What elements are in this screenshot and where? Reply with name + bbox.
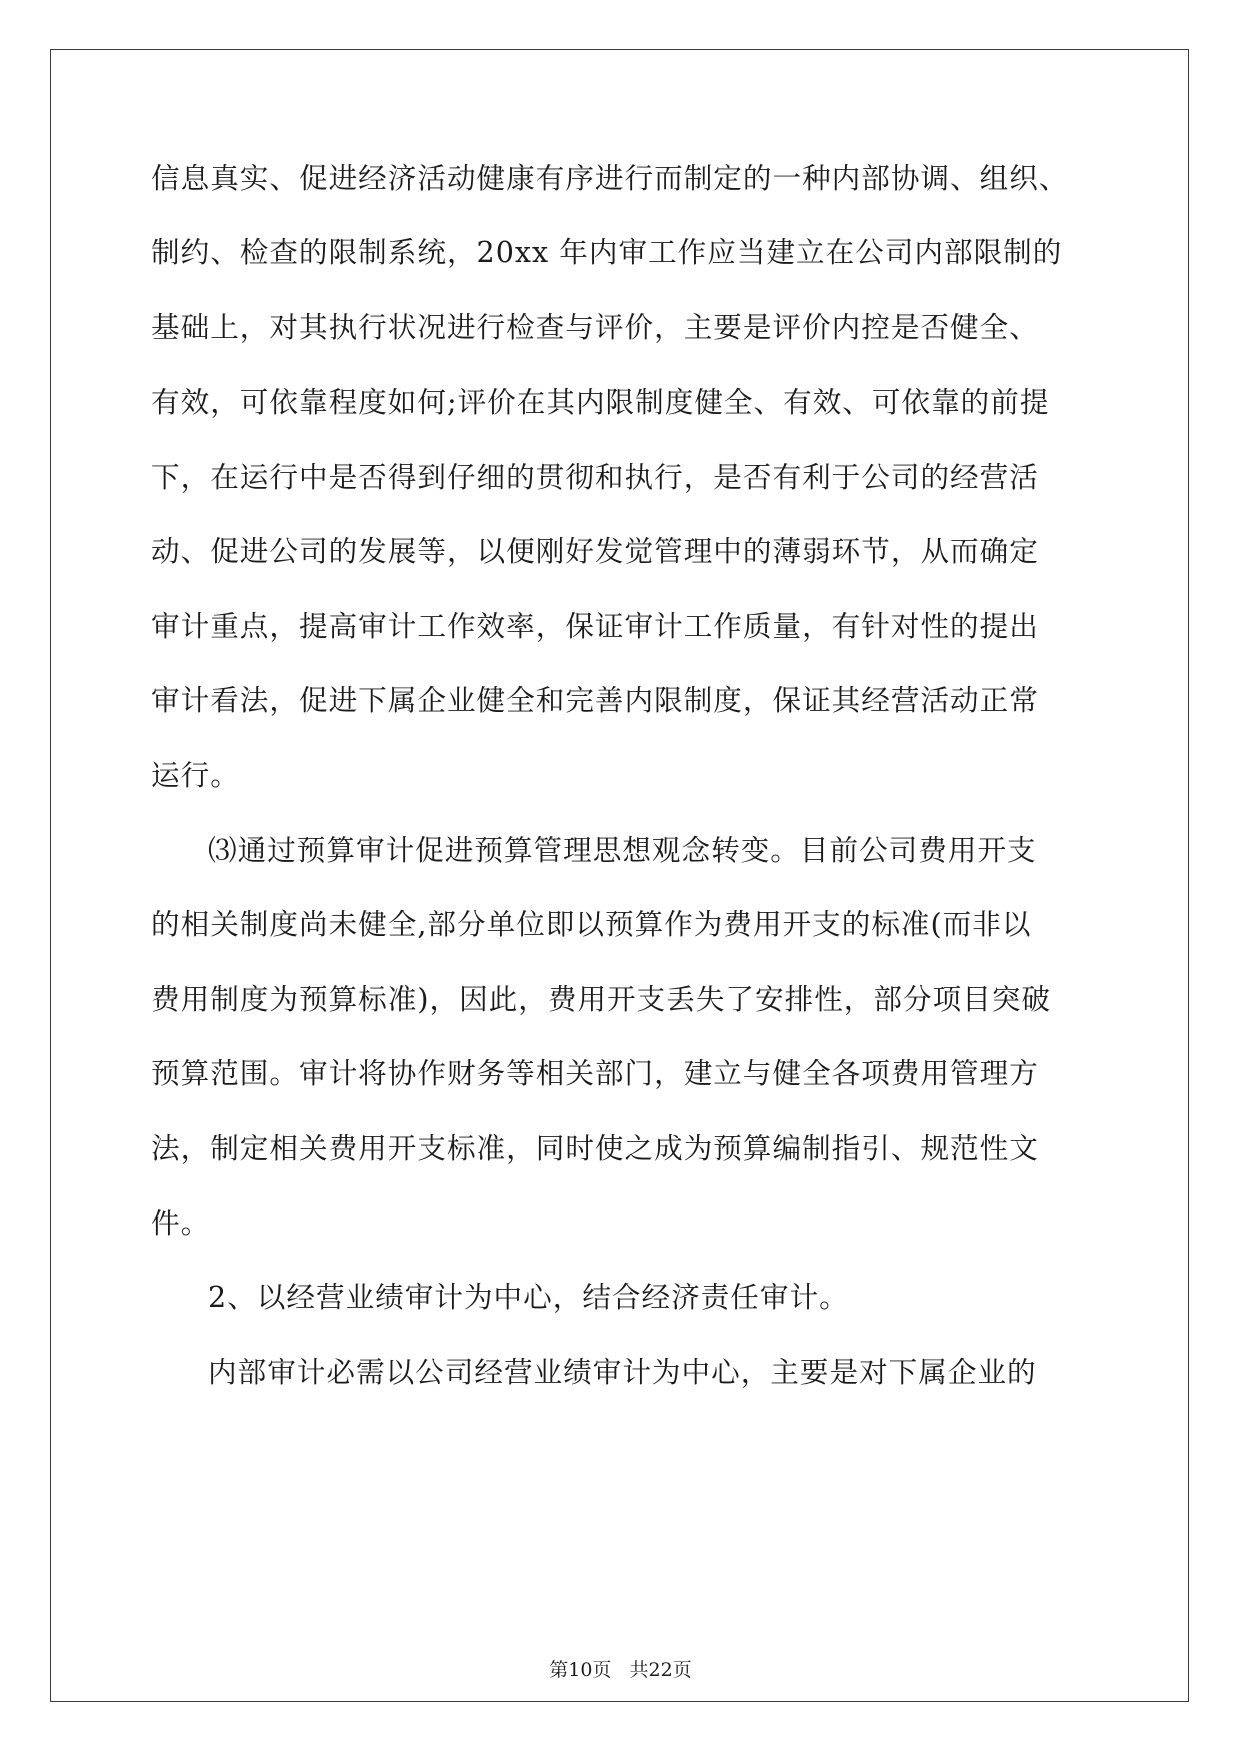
body-line: 审计重点，提高审计工作效率，保证审计工作质量，有针对性的提出 [151,609,1039,643]
body-line: 法，制定相关费用开支标准，同时使之成为预算编制指引、规范性文 [151,1131,1039,1165]
body-line: 基础上，对其执行状况进行检查与评价，主要是评价内控是否健全、 [151,310,1039,344]
body-line: 信息真实、促进经济活动健康有序进行而制定的一种内部协调、组织、 [151,161,1069,195]
paragraph-first-line: 内部审计必需以公司经营业绩审计为中心，主要是对下属企业的 [208,1355,1037,1389]
body-line: 制约、检查的限制系统，20xx 年内审工作应当建立在公司内部限制的 [151,235,1063,269]
body-line: 有效，可依靠程度如何;评价在其内限制度健全、有效、可依靠的前提 [151,385,1050,419]
paragraph-first-line: ⑶通过预算审计促进预算管理思想观念转变。目前公司费用开支 [208,833,1037,867]
body-line: 下，在运行中是否得到仔细的贯彻和执行，是否有利于公司的经营活 [151,460,1039,494]
section-heading: 2、以经营业绩审计为中心，结合经济责任审计。 [208,1280,849,1314]
body-line: 预算范围。审计将协作财务等相关部门，建立与健全各项费用管理方 [151,1056,1039,1090]
page-border [50,49,1189,1702]
body-line: 审计看法，促进下属企业健全和完善内限制度，保证其经营活动正常 [151,683,1039,717]
body-line: 运行。 [151,758,240,792]
body-line: 费用制度为预算标准)，因此，费用开支丢失了安排性，部分项目突破 [151,982,1051,1016]
body-line: 动、促进公司的发展等，以便刚好发觉管理中的薄弱环节，从而确定 [151,534,1039,568]
body-line: 件。 [151,1206,211,1240]
page-footer: 第10页 共22页 [549,1659,692,1681]
body-line: 的相关制度尚未健全,部分单位即以预算作为费用开支的标准(而非以 [151,907,1032,941]
